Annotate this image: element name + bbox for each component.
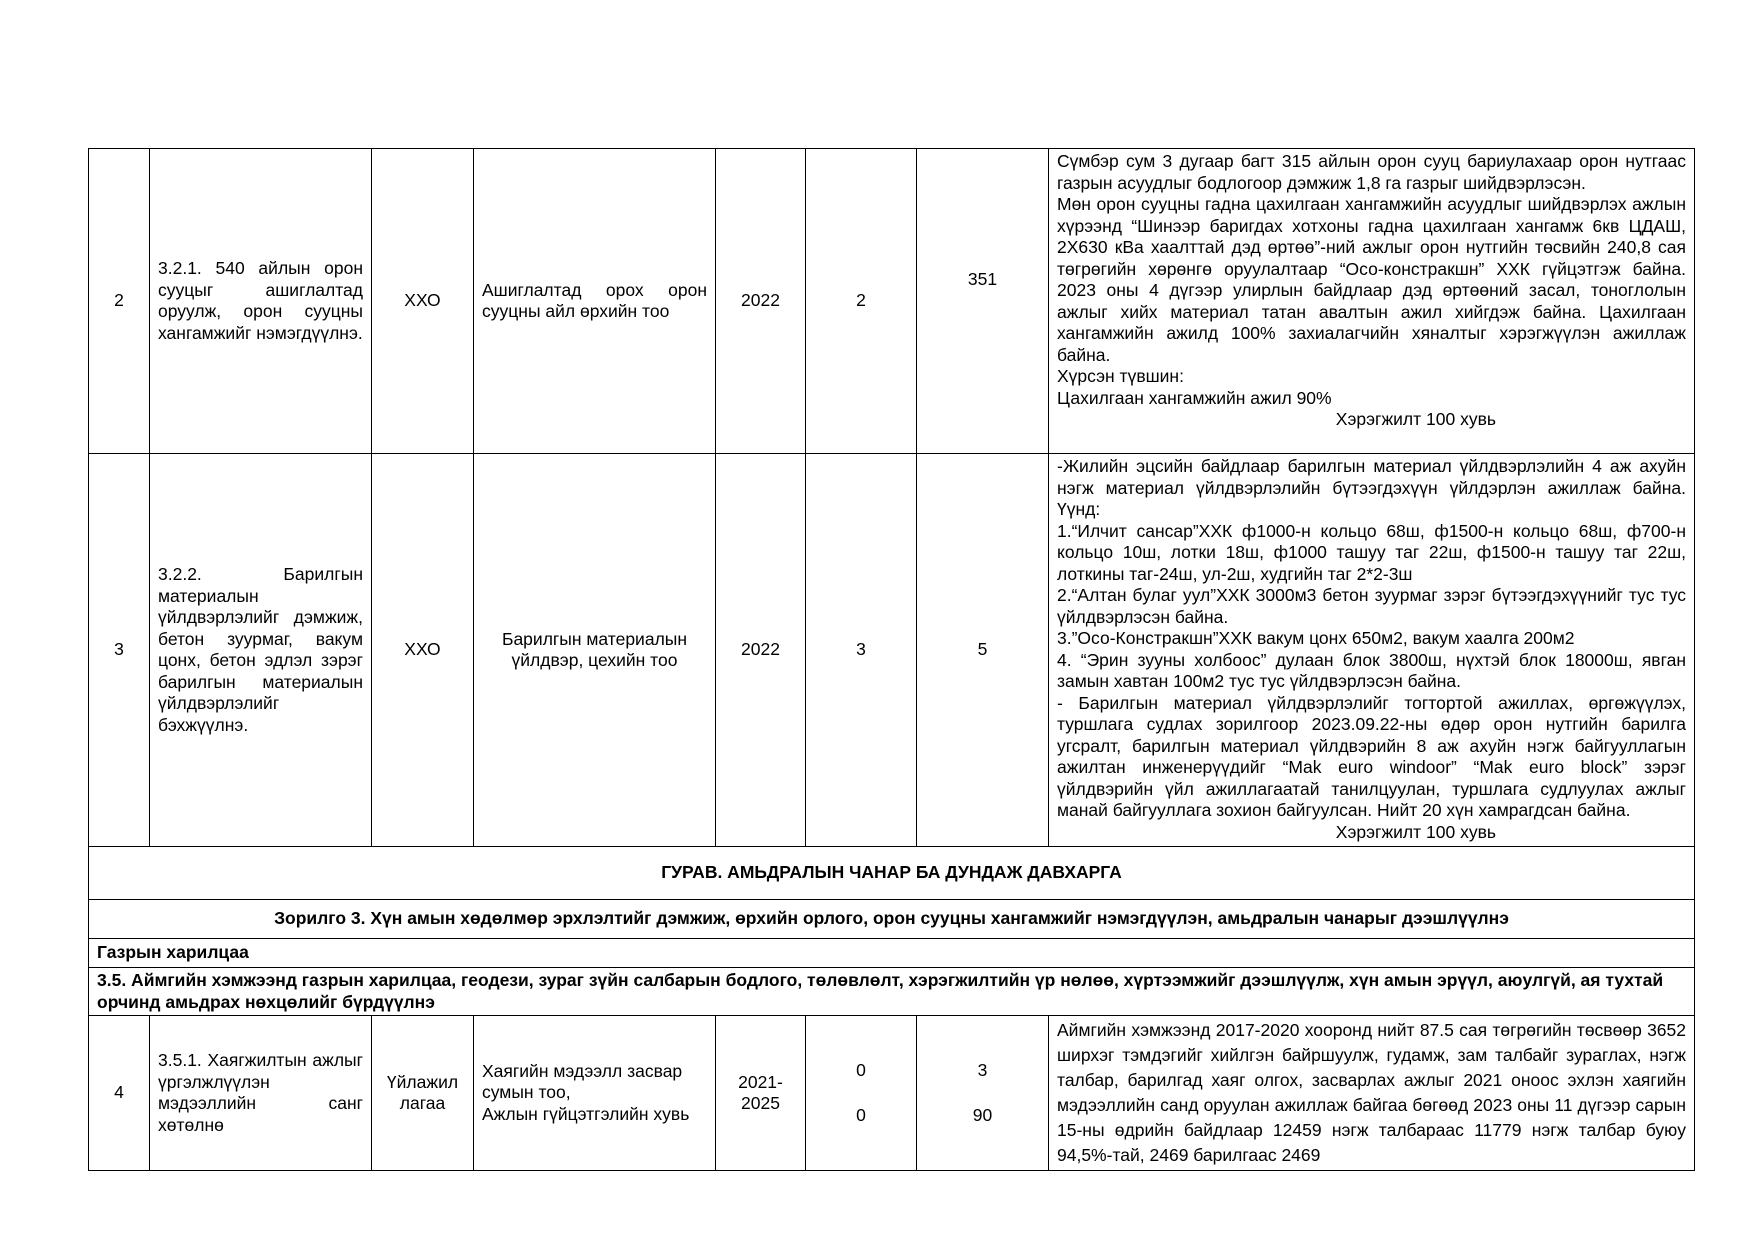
report-paragraph: -Жилийн эцсийн байдлаар барилгын материал үйлдвэрлэлийн 4 аж ахуйн нэгж материал үйлдвэрлэлийн бүтээгдэхүүн үйлдэрлэн ажиллаж байна. Үүнд: [1057,456,1686,519]
base-level: 3 [806,454,917,847]
objective-row [89,968,1695,1016]
plan-table [88,148,1695,1171]
indicator-cell: Барилгын материалын үйлдвэр, цехийн тоо [474,454,716,847]
report-paragraph: Хүрсэн түвшин: [1057,366,1184,386]
report-paragraph: Мөн орон сууцны гадна цахилгаан хангамжийн асуудлыг шийдвэрлэх ажлын хүрээнд “Шинээр баригдах хотхоны гадна цахилгаан хангамж 6кв ЦДАШ, 2Х630 кВа хаалттай дэд өртөө”-ний ажлыг орон нутгийн төсвийн 240,8 сая төгрөгийн хөрөнгө оруулалтаар “Осо-констракшн” ХХК гүйцэтгэж байна. 2023 оны 4 дүгээр улирлын байдлаар дэд өртөөний засал, тоноглолын ажлыг хийх материал татан авалтын ажил хийгдэж байна. Цахилгаан хангамжийн ажилд 100% захиалагчийн хяналтыг хэрэгжүүлэн ажиллаж байна. [1057,194,1686,365]
base-year: 2021-2025 [716,1016,806,1171]
report-paragraph: Цахилгаан хангамжийн ажил 90% [1057,387,1332,408]
row-number: 4 [89,1016,150,1171]
subsection-row [89,939,1695,968]
report-paragraph: 4. “Эрин зууны холбоос” дулаан блок 3800ш, нүхтэй блок 18000ш, явган замын хавтан 100м2 тус тус үйлдвэрлэсэн байна. [1057,649,1686,691]
table-row [89,1016,1695,1171]
base-year: 2022 [716,454,806,847]
report-paragraph: - Барилгын материал үйлдвэрлэлийг тогтортой ажиллах, өргөжүүлэх, туршлага судлах зорилгоор 2023.09.22-ны өдөр орон нутгийн барилга угсралт, барилгын материал үйлдвэрийн 8 аж ахуйн нэгж байгууллагын ажилтан инженерүүдийг “Mak euro windoor” “Mak euro block” зэрэг үйлдвэрийн үйл ажиллагаатай танилцуулан, туршлага судлуулах ажлыг манай байгууллага зохион байгуулсан. Нийт 20 хүн хамрагдсан байна. [1057,692,1686,820]
report-paragraph: 1.“Илчит сансар”ХХК ф1000-н кольцо 68ш, ф1500-н кольцо 68ш, ф700-н кольцо 10ш, лотки 18ш, ф1000 ташуу таг 22ш, ф1500-н ташуу таг 22ш, лоткины таг-24ш, ул-2ш, худгийн таг 2*2-3ш [1057,520,1686,584]
report-paragraph: 3.”Осо-Констракшн”ХХК вакум цонх 650м2, вакум хаалга 200м2 [1057,628,1575,648]
base-level [806,1016,917,1171]
goal-row [89,900,1695,939]
activity-cell: 3.5.1. Хаягжилтын ажлыг үргэлжлүүлэн мэдээллийн санг хөтөлнө [150,1016,372,1171]
subsection-title: Газрын харилцаа [89,939,1695,968]
report-cell [1049,149,1695,454]
responsible-org: Үйлажил лагаа [372,1016,474,1171]
section-row [89,847,1695,900]
responsible-org: ХХО [372,149,474,454]
report-cell [1049,454,1695,847]
row-number: 3 [89,454,150,847]
target-value: 90 [972,1104,993,1125]
status-text: Хэрэгжилт 100 хувь [1335,409,1496,429]
activity-cell: 3.2.2. Барилгын материалын үйлдвэрлэлийг дэмжиж, бетон зуурмаг, вакум цонх, бетон эдлэл зэрэг барилгын материалын үйлдвэрлэлийг бэхжүүлнэ. [150,454,372,847]
goal-title: Зорилго 3. Хүн амын хөдөлмөр эрхлэлтийг дэмжиж, өрхийн орлого, орон сууцны хангамжийг нэмэгдүүлэн, амьдралын чанарыг дээшлүүлнэ [89,900,1695,939]
indicator-line: Ажлын гүйцэтгэлийн хувь [482,1103,690,1124]
report-cell: Аймгийн хэмжээнд 2017-2020 хооронд нийт 87.5 сая төгрөгийн төсвөөр 3652 ширхэг тэмдэгийг хийлгэн байршуулж, гудамж, зам талбайг зураглах, нэгж талбар, барилгад хаяг олгох, засварлах ажлыг 2021 оноос эхлэн хаягийн мэдээллийн санд оруулан ажиллаж байгаа бөгөөд 2023 оны 11 дүгээр сарын 15-ны өдрийн байдлаар 12459 нэгж талбараас 11779 нэгж талбар буюу 94,5%-тай, 2469 барилгаас 2469 [1049,1016,1695,1171]
section-title: ГУРАВ. АМЬДРАЛЫН ЧАНАР БА ДУНДАЖ ДАВХАРГА [89,847,1695,900]
base-value: 0 [856,1104,866,1125]
indicator-line: Хаягийн мэдээлл засвар сумын тоо, [482,1060,683,1103]
base-year: 2022 [716,149,806,454]
status-text: Хэрэгжилт 100 хувь [1335,821,1496,842]
objective-title: 3.5. Аймгийн хэмжээнд газрын харилцаа, геодези, зураг зүйн салбарын бодлого, төлөвлөлт, хэрэгжилтийн үр нөлөө, хүртээмжийг дээшлүүлж, хүн амын эрүүл, аюулгүй, ая тухтай орчинд амьдрах нөхцөлийг бүрдүүлнэ [89,968,1695,1016]
row-number: 2 [89,149,150,454]
target-level: 5 [917,454,1049,847]
report-paragraph: Сүмбэр сум 3 дугаар багт 315 айлын орон сууц бариулахаар орон нутгаас газрын асуудлыг бодлогоор дэмжиж 1,8 га газрыг шийдвэрлэсэн. [1057,151,1686,193]
table-row [89,454,1695,847]
target-level: 351 [917,149,1049,454]
responsible-org: ХХО [372,454,474,847]
base-level: 2 [806,149,917,454]
indicator-cell [474,1016,716,1171]
target-level [917,1016,1049,1171]
activity-cell: 3.2.1. 540 айлын орон сууцыг ашиглалтад оруулж, орон сууцны хангамжийг нэмэгдүүлнэ. [150,149,372,454]
table-row [89,149,1695,454]
base-value: 0 [856,1060,866,1080]
indicator-cell: Ашиглалтад орох орон сууцны айл өрхийн тоо [474,149,716,454]
target-value: 3 [977,1060,988,1080]
report-paragraph: 2.“Алтан булаг уул”ХХК 3000м3 бетон зуурмаг зэрэг бүтээгдэхүүнийг тус тус үйлдвэрлэсэн байна. [1057,585,1686,627]
